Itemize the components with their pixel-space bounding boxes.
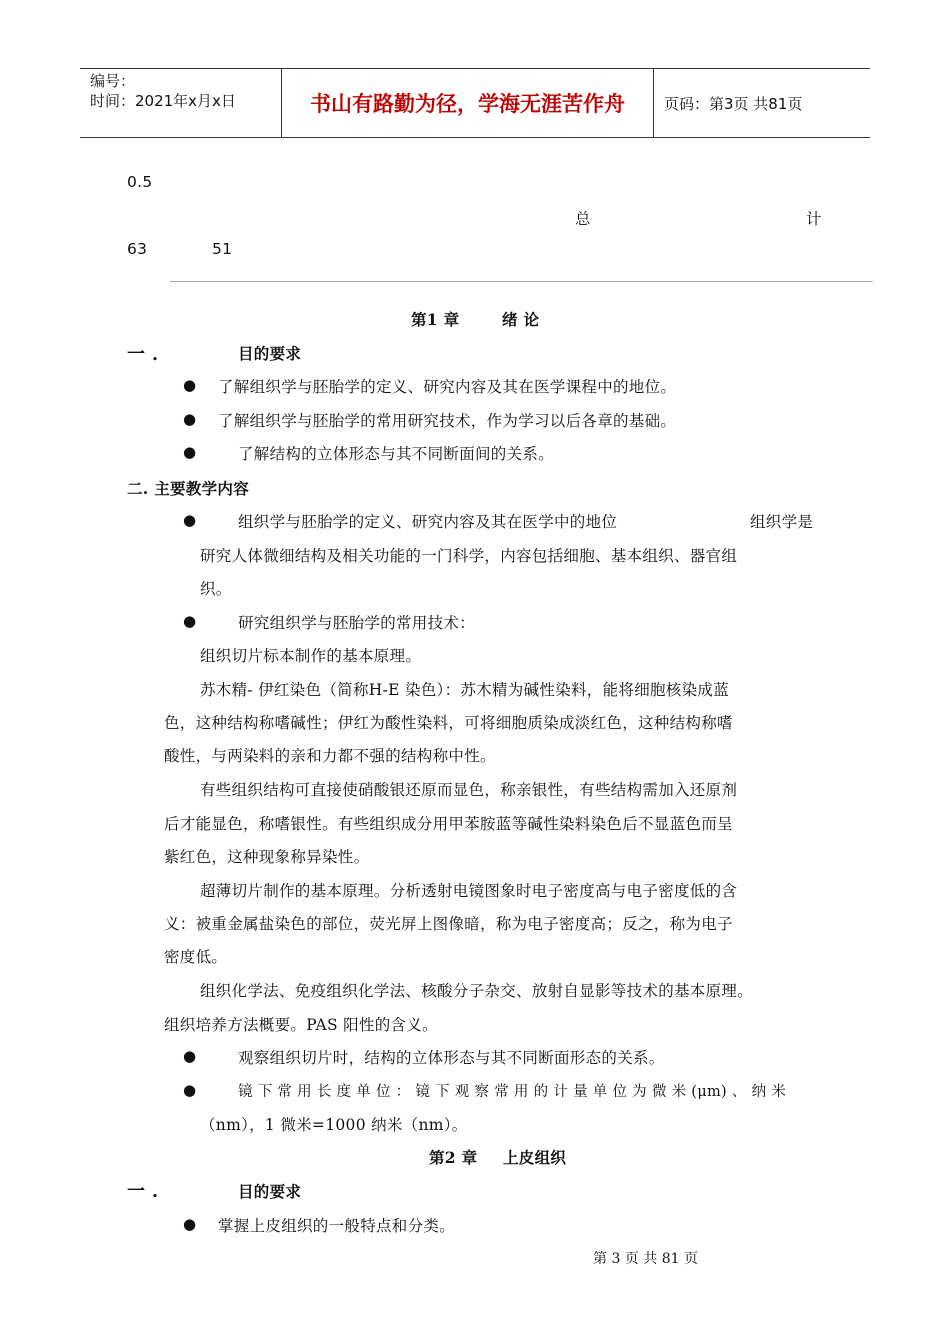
divider-line (170, 281, 873, 282)
content-item1-line2: 研究人体微细结构及相关功能的一门科学，内容包括细胞、基本组织、器官组 (200, 547, 738, 565)
ch1-section2-title: 二. 主要教学内容 (127, 479, 249, 498)
page-footer: 第 3 页 共 81 页 (593, 1251, 698, 1267)
bullet-icon: ● (183, 1215, 197, 1233)
value-51: 51 (212, 240, 233, 258)
content-item1-line1: 组织学与胚胎学的定义、研究内容及其在医学中的地位 (238, 513, 618, 531)
content-p4-line1: 超薄切片制作的基本原理。分析透射电镜图象时电子密度高与电子密度低的含 (200, 882, 738, 900)
page-header (80, 68, 870, 138)
content-p4-line2: 义：被重金属盐染色的部位，荧光屏上图像暗，称为电子密度高；反之，称为电子 (164, 915, 733, 933)
content-item3: 观察组织切片时，结构的立体形态与其不同断面形态的关系。 (238, 1049, 665, 1067)
chapter2-title-number: 第2 章 (429, 1148, 478, 1167)
bullet-icon: ● (183, 1047, 197, 1065)
content-p5-line2: 组织培养方法概要。PAS 阳性的含义。 (164, 1016, 438, 1034)
content-item2: 研究组织学与胚胎学的常用技术： (238, 614, 476, 632)
bullet-icon: ● (183, 612, 197, 630)
ch1-goal-1: 了解组织学与胚胎学的定义、研究内容及其在医学课程中的地位。 (218, 378, 677, 396)
content-p3-line1: 有些组织结构可直接使硝酸银还原而显色，称亲银性，有些结构需加入还原剂 (200, 781, 738, 799)
chapter1-title-number: 第1 章 (411, 310, 460, 329)
content-item1-line1-end: 组织学是 (750, 513, 814, 531)
bullet-icon: ● (183, 376, 197, 394)
content-p3-line2: 后才能显色，称嗜银性。有些组织成分用甲苯胺蓝等碱性染料染色后不显蓝色而呈 (164, 815, 733, 833)
header-meta (80, 69, 282, 137)
content-p1: 组织切片标本制作的基本原理。 (200, 647, 422, 665)
content-p2-line1: 苏木精- 伊红染色（简称H-E 染色）：苏木精为碱性染料，能将细胞核染成蓝 (200, 681, 730, 699)
value-0-5: 0.5 (127, 173, 153, 191)
content-p2-line2: 色，这种结构称嗜碱性；伊红为酸性染料，可将细胞质染成淡红色，这种结构称嗜 (164, 714, 733, 732)
bullet-icon: ● (183, 511, 197, 529)
content-item1-line3: 织。 (200, 580, 232, 598)
content-item4-line1: 镜 下 常 用 长 度 单 位 ： 镜 下 观 察 常 用 的 计 量 单 位 为 微 米 (μm) 、 纳 米 (238, 1084, 787, 1100)
ch1-section1-title: 目的要求 (238, 344, 302, 363)
content-p2-line3: 酸性，与两染料的亲和力都不强的结构称中性。 (164, 747, 496, 765)
ch1-section1-number: 一 . (127, 344, 159, 365)
ch1-goal-3: 了解结构的立体形态与其不同断面间的关系。 (238, 445, 555, 463)
total-label-b: 计 (806, 210, 822, 228)
content-item4-line2: （nm），1 微米=1000 纳米（nm）。 (200, 1116, 468, 1134)
content-p3-line3: 紫红色，这种现象称异染性。 (164, 848, 370, 866)
ch1-goal-2: 了解组织学与胚胎学的常用研究技术，作为学习以后各章的基础。 (218, 412, 677, 430)
ch2-section1-title: 目的要求 (238, 1182, 302, 1201)
header-motto: 书山有路勤为径，学海无涯苦作舟 (282, 69, 654, 137)
chapter2-title-name: 上皮组织 (503, 1148, 567, 1167)
ch2-section1-number: 一 . (127, 1181, 159, 1202)
header-number: 编号： (90, 72, 136, 90)
chapter1-title-name: 绪 论 (502, 310, 540, 329)
content-p5-line1: 组织化学法、免疫组织化学法、核酸分子杂交、放射自显影等技术的基本原理。 (200, 982, 754, 1000)
bullet-icon: ● (183, 1081, 197, 1099)
header-time: 时间：2021年x月x日 (90, 92, 236, 110)
bullet-icon: ● (183, 410, 197, 428)
bullet-icon: ● (183, 443, 197, 461)
value-63: 63 (127, 240, 148, 258)
total-label-a: 总 (575, 210, 591, 228)
header-page: 页码：第3页 共81页 (664, 94, 803, 113)
ch2-goal-1: 掌握上皮组织的一般特点和分类。 (218, 1217, 456, 1235)
content-p4-line3: 密度低。 (164, 948, 228, 966)
